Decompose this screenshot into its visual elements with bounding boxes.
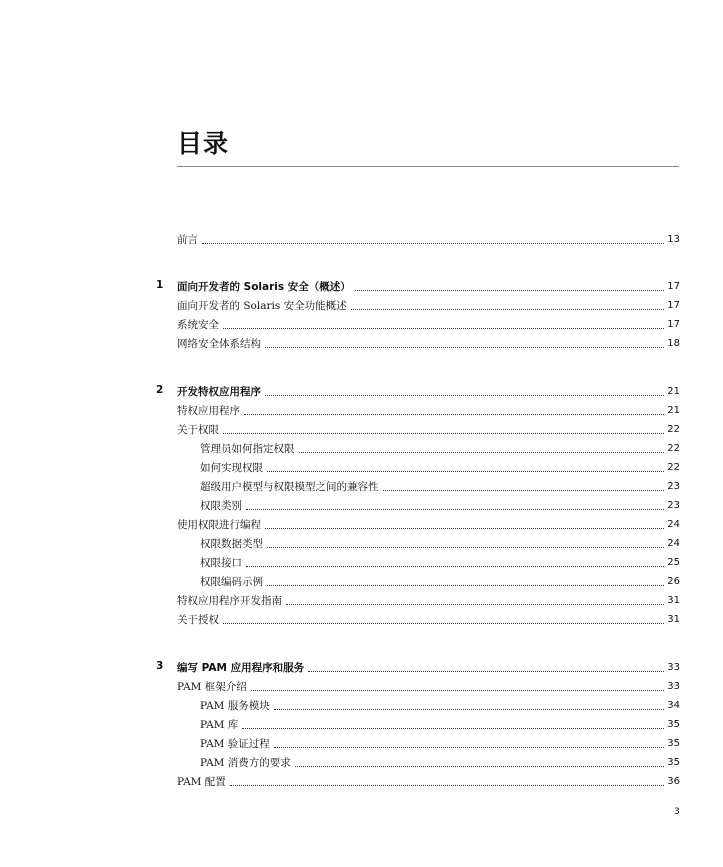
- toc-entry-label: 管理员如何指定权限: [200, 443, 295, 455]
- toc-entry-label: 使用权限进行编程: [177, 519, 261, 531]
- toc-subentry[interactable]: [200, 754, 680, 770]
- toc-entry-page: 25: [667, 557, 680, 568]
- toc-entry-label: 特权应用程序开发指南: [177, 595, 282, 607]
- toc-entry-label: 网络安全体系结构: [177, 338, 261, 350]
- dot-leader: [355, 289, 664, 291]
- toc-chapter-2[interactable]: [177, 383, 680, 399]
- toc-entry-label: PAM 消费方的要求: [200, 757, 291, 769]
- dot-leader: [351, 308, 665, 310]
- dot-leader: [265, 346, 664, 348]
- toc-entry-page: 35: [667, 719, 680, 730]
- chapter-number: 3: [156, 660, 164, 672]
- dot-leader: [242, 727, 664, 729]
- toc-entry-page: 21: [667, 386, 680, 397]
- dot-leader: [223, 327, 664, 329]
- toc-chapter-3[interactable]: [177, 659, 680, 675]
- dot-leader: [223, 622, 664, 624]
- toc-entry[interactable]: [177, 773, 680, 789]
- toc-entry-label: 面向开发者的 Solaris 安全（概述）: [177, 281, 351, 293]
- toc-entry[interactable]: [177, 678, 680, 694]
- toc-subentry[interactable]: [200, 735, 680, 751]
- dot-leader: [274, 746, 664, 748]
- dot-leader: [274, 708, 664, 710]
- toc-entry-page: 33: [667, 662, 680, 673]
- page-title: 目录: [177, 129, 230, 158]
- dot-leader: [295, 765, 664, 767]
- toc-subentry[interactable]: [200, 440, 680, 456]
- dot-leader: [265, 394, 664, 396]
- toc-entry-preface[interactable]: [177, 231, 680, 247]
- toc-entry-page: 31: [667, 595, 680, 606]
- toc-entry-label: 开发特权应用程序: [177, 386, 261, 398]
- dot-leader: [299, 451, 665, 453]
- toc-entry[interactable]: [177, 335, 680, 351]
- toc-entry-label: PAM 库: [200, 719, 239, 731]
- toc-entry[interactable]: [177, 592, 680, 608]
- toc-subentry[interactable]: [200, 535, 680, 551]
- toc-entry-page: 35: [667, 738, 680, 749]
- toc-subentry[interactable]: [200, 697, 680, 713]
- toc-entry-page: 22: [667, 424, 680, 435]
- dot-leader: [383, 489, 665, 491]
- dot-leader: [308, 670, 664, 672]
- toc-entry-label: PAM 配置: [177, 776, 226, 788]
- dot-leader: [286, 603, 664, 605]
- toc-entry-page: 22: [667, 443, 680, 454]
- toc-entry-page: 18: [667, 338, 680, 349]
- toc-entry-label: 如何实现权限: [200, 462, 263, 474]
- toc-entry-label: 关于权限: [177, 424, 219, 436]
- toc-subentry[interactable]: [200, 459, 680, 475]
- toc-subentry[interactable]: [200, 573, 680, 589]
- toc-entry[interactable]: [177, 316, 680, 332]
- toc-entry-page: 35: [667, 757, 680, 768]
- toc-entry-page: 17: [667, 281, 680, 292]
- toc-entry-label: 编写 PAM 应用程序和服务: [177, 662, 305, 674]
- dot-leader: [251, 689, 664, 691]
- toc-entry-label: 权限接口: [200, 557, 242, 569]
- toc-entry-page: 31: [667, 614, 680, 625]
- toc-entry-label: PAM 框架介绍: [177, 681, 247, 693]
- dot-leader: [246, 565, 664, 567]
- dot-leader: [267, 546, 664, 548]
- toc-subentry[interactable]: [200, 716, 680, 732]
- toc-subentry[interactable]: [200, 554, 680, 570]
- dot-leader: [230, 784, 664, 786]
- dot-leader: [267, 470, 664, 472]
- dot-leader: [265, 527, 664, 529]
- title-divider: [177, 166, 679, 167]
- toc-entry-page: 33: [667, 681, 680, 692]
- toc-entry-page: 26: [667, 576, 680, 587]
- toc-entry-label: 权限编码示例: [200, 576, 263, 588]
- toc-entry-page: 22: [667, 462, 680, 473]
- dot-leader: [244, 413, 664, 415]
- toc-chapter-1[interactable]: [177, 278, 680, 294]
- toc-entry-page: 17: [667, 319, 680, 330]
- toc-entry-page: 36: [667, 776, 680, 787]
- toc-entry-page: 24: [667, 519, 680, 530]
- toc-entry-label: 权限类别: [200, 500, 242, 512]
- toc-entry-label: PAM 验证过程: [200, 738, 270, 750]
- dot-leader: [223, 432, 664, 434]
- dot-leader: [246, 508, 664, 510]
- toc-entry-label: 超级用户模型与权限模型之间的兼容性: [200, 481, 379, 493]
- toc-entry-page: 23: [667, 500, 680, 511]
- toc-entry[interactable]: [177, 297, 680, 313]
- toc-entry[interactable]: [177, 516, 680, 532]
- dot-leader: [267, 584, 664, 586]
- chapter-number: 1: [156, 279, 164, 291]
- toc-entry-page: 13: [667, 234, 680, 245]
- toc-entry-page: 17: [667, 300, 680, 311]
- toc-entry-label: PAM 服务模块: [200, 700, 270, 712]
- toc-subentry[interactable]: [200, 478, 680, 494]
- toc-entry-label: 权限数据类型: [200, 538, 263, 550]
- toc-entry-page: 21: [667, 405, 680, 416]
- toc-subentry[interactable]: [200, 497, 680, 513]
- toc-entry-label: 特权应用程序: [177, 405, 240, 417]
- toc-entry[interactable]: [177, 402, 680, 418]
- dot-leader: [202, 242, 664, 244]
- toc-entry-label: 前言: [177, 234, 198, 246]
- toc-entry-label: 系统安全: [177, 319, 219, 331]
- page-number: 3: [674, 807, 680, 817]
- chapter-number: 2: [156, 384, 164, 396]
- toc-entry-page: 23: [667, 481, 680, 492]
- toc-entry-label: 面向开发者的 Solaris 安全功能概述: [177, 300, 347, 312]
- toc-entry-page: 24: [667, 538, 680, 549]
- toc-entry[interactable]: [177, 611, 680, 627]
- toc-entry[interactable]: [177, 421, 680, 437]
- toc-entry-page: 34: [667, 700, 680, 711]
- toc-entry-label: 关于授权: [177, 614, 219, 626]
